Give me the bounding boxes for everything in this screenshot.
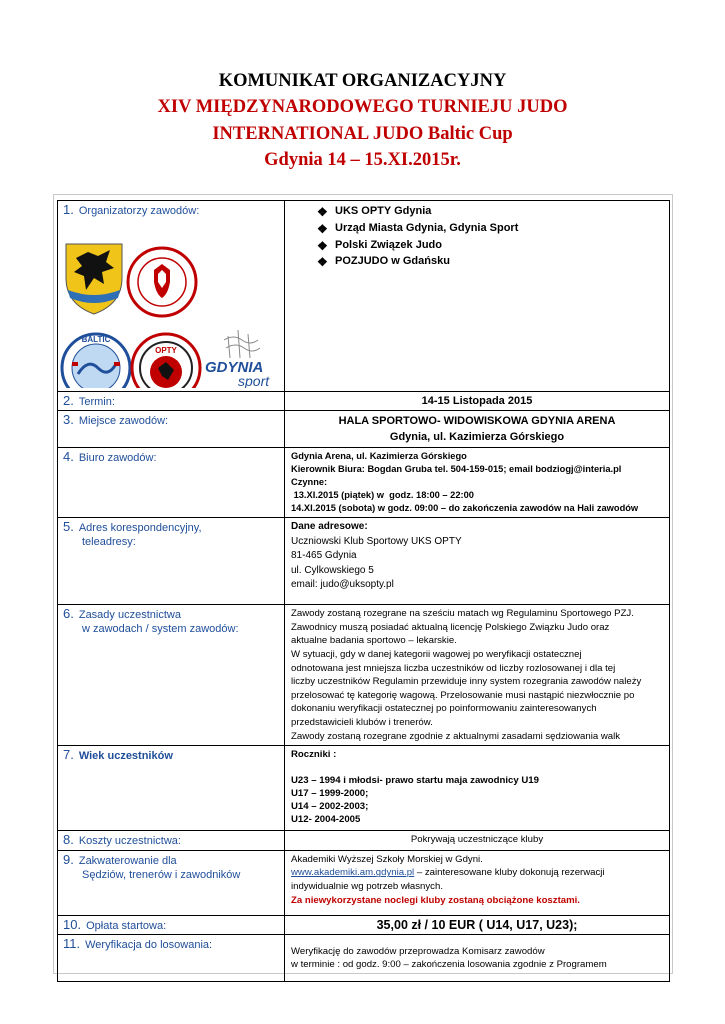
row-label-line-2: w zawodach / system zawodów: (82, 623, 239, 636)
value-cell (285, 746, 670, 831)
row-number: 11. (63, 935, 81, 951)
age-line-u23: U23 – 1994 i młodsi- prawo startu maja zawodnicy U19 (291, 775, 539, 787)
opty-word: OPTY (155, 346, 177, 355)
row-costs (58, 831, 670, 850)
value-cell (285, 518, 670, 605)
value-cell (285, 201, 670, 392)
row-accommodation (58, 850, 670, 915)
organizers-list (285, 201, 669, 270)
gdynia-coat-of-arms-icon (66, 244, 122, 314)
label-cell (58, 392, 285, 411)
value-cell (285, 605, 670, 746)
row-label: Termin: (78, 396, 115, 408)
address-email: email: judo@uksopty.pl (291, 579, 394, 591)
row-number: 6. (63, 606, 74, 622)
row-number: 8. (63, 832, 74, 848)
age-line-u14: U14 – 2002-2003; (291, 801, 369, 813)
row-number: 3. (63, 412, 74, 428)
diamond-bullet-icon: ❖ (317, 221, 328, 236)
title-line-1: KOMUNIKAT ORGANIZACYJNY (218, 71, 507, 91)
office-line-5: 14.XI.2015 (sobota) w godz. 09:00 – do zakończenia zawodów na Hali zawodów (291, 503, 639, 514)
office-line-4: 13.XI.2015 (piątek) w godz. 18:00 – 22:00 (291, 490, 474, 501)
row-venue (58, 411, 670, 448)
age-line-u12: U12- 2004-2005 (291, 814, 361, 826)
row-label: Miejsce zawodów: (78, 415, 169, 428)
diamond-bullet-icon: ❖ (317, 238, 328, 253)
list-item: ❖ Urząd Miasta Gdynia, Gdynia Sport (317, 221, 519, 236)
rules-line: dokonaniu weryfikacji ostatecznej po poinformowaniu zainteresowanych (291, 703, 597, 715)
row-number: 4. (63, 449, 74, 465)
label-cell (58, 831, 285, 850)
row-label-line-2: teleadresy: (82, 536, 136, 549)
info-table (57, 200, 670, 982)
value-cell (285, 831, 670, 850)
value-cell (285, 850, 670, 915)
diamond-bullet-icon: ❖ (317, 205, 328, 219)
list-item: ❖ POZJUDO w Gdańsku (317, 255, 450, 270)
venue-line-1: HALA SPORTOWO- WIDOWISKOWA GDYNIA ARENA (338, 415, 616, 428)
baltic-cup-logo-icon (62, 334, 130, 388)
diamond-bullet-icon: ❖ (317, 255, 328, 270)
row-fee (58, 915, 670, 934)
venue-line-2: Gdynia, ul. Kazimierza Górskiego (389, 431, 565, 444)
row-number: 9. (63, 851, 74, 867)
rules-line: liczby uczestników Regulamin przewiduje inny system rozegrania zawodów należy (291, 676, 642, 688)
address-line-1: Uczniowski Klub Sportowy UKS OPTY (291, 535, 462, 547)
baltic-word: BALTIC (81, 335, 111, 344)
row-organizers (58, 201, 670, 392)
row-age (58, 746, 670, 831)
date-value: 14-15 Listopada 2015 (421, 395, 533, 407)
gdynia-sport-logo-icon (205, 330, 270, 388)
address-line-3: ul. Cylkowskiego 5 (291, 564, 374, 576)
row-number: 1. (63, 202, 74, 217)
rules-line: Zawodnicy muszą posiadać aktualną licencję Polskiego Związku Judo oraz (291, 621, 610, 633)
row-verification (58, 934, 670, 981)
row-label: Organizatorzy zawodów: (78, 205, 200, 217)
label-cell (58, 915, 285, 934)
value-cell (285, 411, 670, 448)
list-item: ❖ UKS OPTY Gdynia (317, 205, 432, 219)
costs-value: Pokrywają uczestniczące kluby (410, 834, 544, 846)
accommodation-link[interactable]: www.akademiki.am.gdynia.pl (291, 867, 415, 879)
accommodation-line-2: www.akademiki.am.gdynia.pl – zainteresowane kluby dokonują rezerwacji (291, 867, 605, 879)
organizer-logos (58, 218, 282, 388)
row-address (58, 518, 670, 605)
label-cell (58, 746, 285, 831)
row-label: Zakwaterowanie dla (78, 854, 177, 867)
row-label: Zasady uczestnictwa (78, 609, 181, 622)
rules-line: Zawody zostaną rozegrane na sześciu matach wg Regulaminu Sportowego PZJ. (291, 608, 634, 620)
value-cell (285, 448, 670, 518)
gdynia-word: GDYNIA (205, 359, 264, 376)
rules-line: aktualne badania sportowo – lekarskie. (291, 635, 457, 647)
age-line-u17: U17 – 1999-2000; (291, 788, 369, 800)
label-cell (58, 605, 285, 746)
row-label: Adres korespondencyjny, (78, 522, 202, 535)
rules-line: Zawody zostaną rozegrane zgodnie z aktualnymi zasadami sędziowania walk (291, 730, 621, 742)
label-cell (58, 934, 285, 981)
label-cell (58, 411, 285, 448)
label-cell (58, 448, 285, 518)
verification-line-2: w terminie : od godz. 9:00 – zakończenia losowania zgodnie z Programem (291, 959, 607, 971)
rules-line: odnotowana jest mniejsza liczba uczestników od liczby rozlosowanej i dla tej (291, 662, 616, 674)
rules-line: przelosować tę kategorię wagową. Przelosowanie musi nastąpić niezwłocznie po (291, 689, 635, 701)
label-cell (58, 850, 285, 915)
title-line-2: XIV MIĘDZYNARODOWEGO TURNIEJU JUDO (157, 97, 568, 117)
title-line-3: INTERNATIONAL JUDO Baltic Cup (212, 124, 513, 144)
row-number: 2. (63, 393, 74, 408)
accommodation-line-1: Akademiki Wyższej Szkoły Morskiej w Gdyni. (291, 853, 483, 865)
sport-word: sport (238, 373, 270, 388)
rules-line: W sytuacji, gdy w danej kategorii wagowej po weryfikacji ostatecznej (291, 649, 582, 661)
rules-line: przedstawicieli klubów i trenerów. (291, 717, 433, 729)
value-cell (285, 934, 670, 981)
opty-club-logo-icon (132, 334, 200, 388)
fee-value: 35,00 zł / 10 EUR ( U14, U17, U23); (376, 917, 578, 932)
row-number: 7. (63, 747, 74, 763)
address-line-2: 81-465 Gdynia (291, 550, 357, 562)
row-number: 10. (63, 916, 82, 932)
row-label-line-2: Sędziów, trenerów i zawodników (82, 868, 241, 881)
polish-judo-association-icon (128, 248, 196, 316)
value-cell (285, 915, 670, 934)
label-cell (58, 201, 285, 392)
label-cell (58, 518, 285, 605)
row-number: 5. (63, 519, 74, 535)
row-office (58, 448, 670, 518)
row-label: Weryfikacja do losowania: (85, 938, 213, 951)
list-item: ❖ Polski Związek Judo (317, 238, 442, 253)
office-line-1: Gdynia Arena, ul. Kazimierza Górskiego (291, 451, 467, 462)
row-label: Wiek uczestników (78, 750, 173, 763)
title-line-4: Gdynia 14 – 15.XI.2015r. (264, 150, 461, 170)
address-heading: Dane adresowe: (291, 521, 368, 533)
row-label: Biuro zawodów: (78, 452, 157, 465)
row-label: Koszty uczestnictwa: (78, 835, 181, 848)
accommodation-warning: Za niewykorzystane noclegi kluby zostaną obciążone kosztami. (291, 894, 580, 906)
office-line-3: Czynne: (291, 477, 328, 488)
verification-line-1: Weryfikację do zawodów przeprowadza Komisarz zawodów (291, 945, 545, 957)
office-line-2: Kierownik Biura: Bogdan Gruba tel. 504-159-015; email bodziogj@interia.pl (291, 464, 622, 475)
row-rules (58, 605, 670, 746)
accommodation-line-3: indywidualnie wg potrzeb własnych. (291, 881, 443, 893)
age-heading: Roczniki : (291, 749, 337, 761)
value-cell (285, 392, 670, 411)
row-date (58, 392, 670, 411)
row-label: Opłata startowa: (86, 919, 167, 932)
